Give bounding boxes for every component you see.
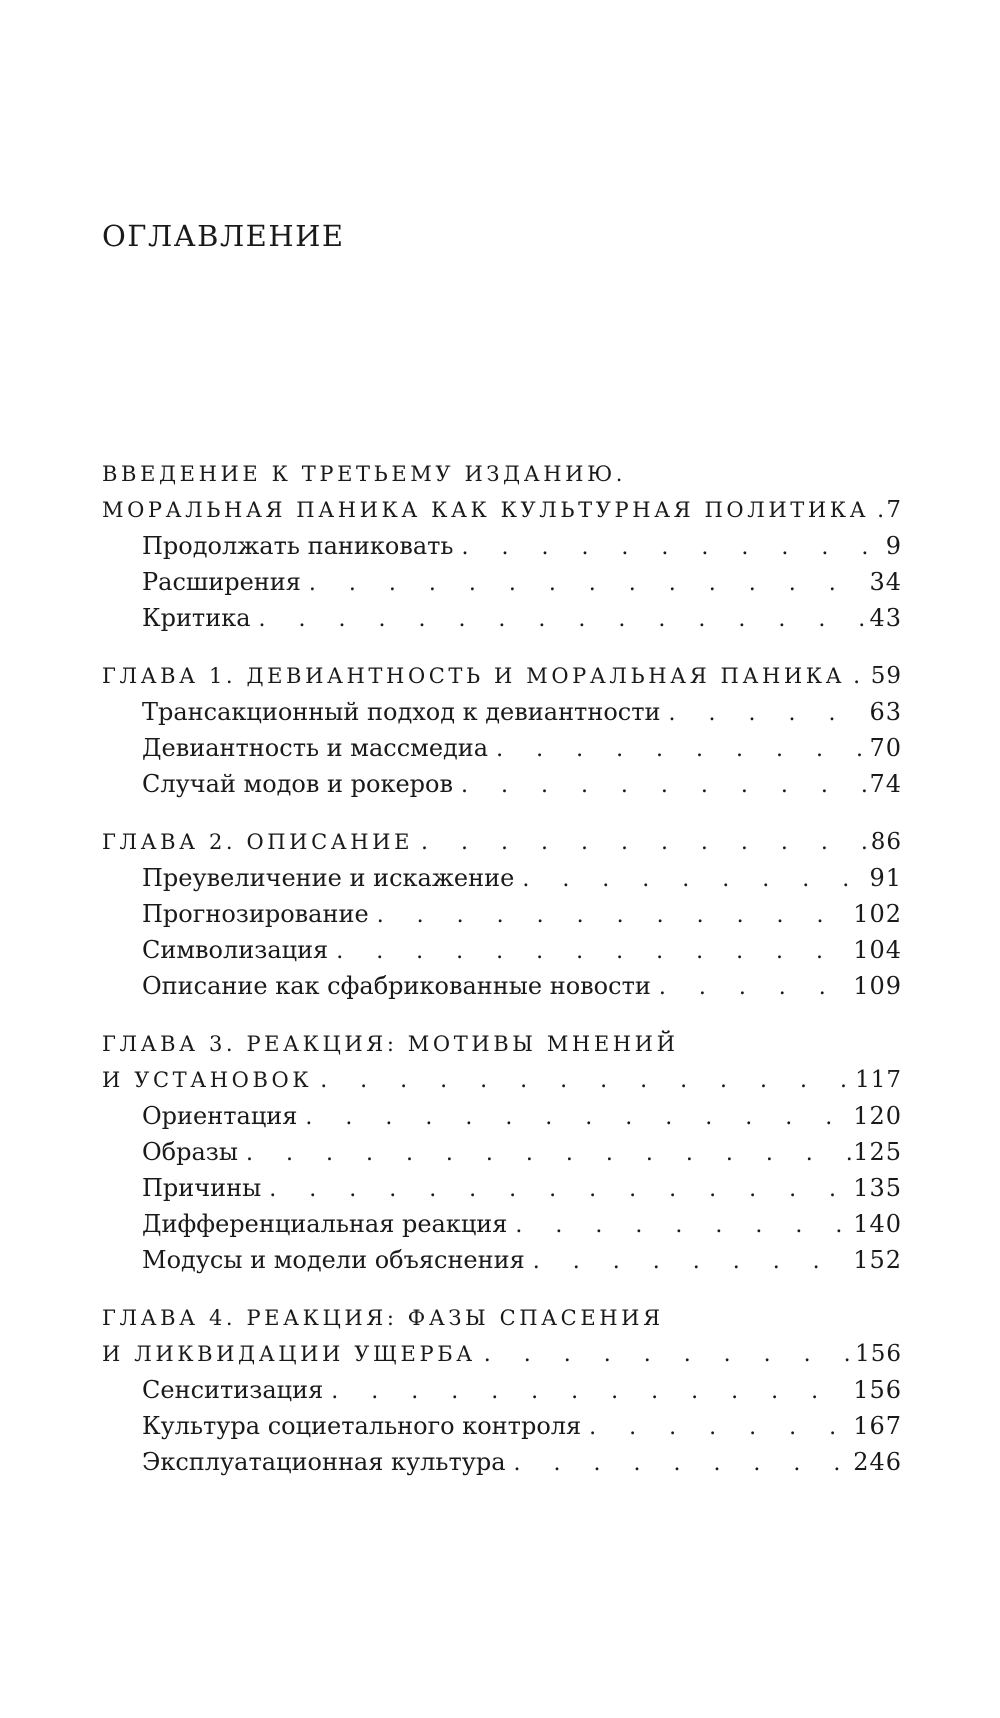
- page-number: 104: [853, 936, 902, 964]
- toc-item[interactable]: [102, 1170, 902, 1206]
- toc-heading-text: ГЛАВА 1. ДЕВИАНТНОСТЬ И МОРАЛЬНАЯ ПАНИКА: [102, 664, 846, 688]
- page-number: 109: [853, 972, 902, 1000]
- page-number: 43: [869, 604, 902, 632]
- page-number: 70: [869, 734, 902, 762]
- toc-item[interactable]: [102, 1098, 902, 1134]
- toc-item[interactable]: [102, 1134, 902, 1170]
- page-number: 135: [853, 1174, 902, 1202]
- toc-section-chapter-1: [102, 658, 902, 802]
- page-number: 102: [853, 900, 902, 928]
- toc-item-text: Трансакционный подход к девиантности: [142, 698, 661, 726]
- page-number: 59: [870, 663, 902, 689]
- leader-dots: [453, 768, 869, 804]
- leader-dots: [301, 566, 870, 602]
- toc-item[interactable]: [102, 766, 902, 802]
- toc-item-text: Образы: [142, 1138, 238, 1166]
- leader-dots: [581, 1410, 853, 1446]
- page-number: 156: [853, 1376, 902, 1404]
- toc-heading-line[interactable]: [102, 492, 902, 528]
- toc-item-text: Девиантность и массмедиа: [142, 734, 489, 762]
- toc-item-text: Эксплуатационная культура: [142, 1448, 506, 1476]
- toc-section-chapter-4: [102, 1300, 902, 1480]
- toc-item-text: Описание как сфабрикованные новости: [142, 972, 651, 1000]
- toc-item-text: Сенситизация: [142, 1376, 324, 1404]
- toc-item[interactable]: [102, 694, 902, 730]
- page-number: 246: [853, 1448, 902, 1476]
- toc-item-text: Причины: [142, 1174, 262, 1202]
- toc-heading-text: ГЛАВА 3. РЕАКЦИЯ: МОТИВЫ МНЕНИЙ: [102, 1032, 679, 1056]
- toc-heading-text: ВВЕДЕНИЕ К ТРЕТЬЕМУ ИЗДАНИЮ.: [102, 462, 626, 486]
- toc-heading-line[interactable]: [102, 1062, 902, 1098]
- toc-heading-text: МОРАЛЬНАЯ ПАНИКА КАК КУЛЬТУРНАЯ ПОЛИТИКА: [102, 498, 870, 522]
- toc-item[interactable]: [102, 860, 902, 896]
- leader-dots: [238, 1136, 853, 1172]
- toc-heading-text: И УСТАНОВОК: [102, 1068, 313, 1092]
- toc-section-chapter-2: [102, 824, 902, 1004]
- page-title: ОГЛАВЛЕНИЕ: [102, 219, 345, 253]
- page-number: 167: [853, 1412, 902, 1440]
- toc-item-text: Модусы и модели объяснения: [142, 1246, 525, 1274]
- page-number: 7: [886, 497, 902, 523]
- leader-dots: [413, 825, 871, 861]
- toc-heading-line[interactable]: [102, 1336, 902, 1372]
- leader-dots: [323, 1374, 853, 1410]
- toc-heading-line[interactable]: [102, 456, 902, 492]
- toc-heading-text: ГЛАВА 4. РЕАКЦИЯ: ФАЗЫ СПАСЕНИЯ: [102, 1306, 664, 1330]
- toc-heading-line[interactable]: [102, 1300, 902, 1336]
- toc-item-text: Прогнозирование: [142, 900, 369, 928]
- toc-item-text: Символизация: [142, 936, 329, 964]
- page-number: 120: [853, 1102, 902, 1130]
- toc-item[interactable]: [102, 1242, 902, 1278]
- toc-item[interactable]: [102, 1444, 902, 1480]
- leader-dots: [369, 898, 854, 934]
- page-number: 91: [869, 864, 902, 892]
- page-number: 117: [855, 1067, 902, 1093]
- toc-heading-text: И ЛИКВИДАЦИИ УЩЕРБА: [102, 1342, 476, 1366]
- leader-dots: [661, 696, 870, 732]
- toc-item-text: Случай модов и рокеров: [142, 770, 453, 798]
- leader-dots: [476, 1337, 855, 1373]
- toc-item-text: Продолжать паниковать: [142, 532, 454, 560]
- leader-dots: [251, 602, 870, 638]
- page-number: 152: [853, 1246, 902, 1274]
- toc-item[interactable]: [102, 968, 902, 1004]
- toc-heading-line[interactable]: [102, 824, 902, 860]
- page-number: 140: [853, 1210, 902, 1238]
- leader-dots: [845, 659, 871, 695]
- leader-dots: [506, 1446, 854, 1482]
- toc-item[interactable]: [102, 932, 902, 968]
- page-number: 156: [855, 1341, 902, 1367]
- toc-heading-line[interactable]: [102, 1026, 902, 1062]
- leader-dots: [312, 1063, 855, 1099]
- leader-dots: [525, 1244, 853, 1280]
- toc-item-text: Ориентация: [142, 1102, 298, 1130]
- leader-dots: [869, 493, 886, 529]
- leader-dots: [651, 970, 853, 1006]
- toc-item-text: Расширения: [142, 568, 301, 596]
- page-number: 9: [885, 532, 902, 560]
- toc-item-text: Культура социетального контроля: [142, 1412, 582, 1440]
- leader-dots: [328, 934, 853, 970]
- toc-item[interactable]: [102, 1206, 902, 1242]
- toc-item[interactable]: [102, 1408, 902, 1444]
- leader-dots: [297, 1100, 853, 1136]
- leader-dots: [488, 732, 869, 768]
- toc-heading-line[interactable]: [102, 658, 902, 694]
- toc-item[interactable]: [102, 896, 902, 932]
- page-number: 125: [853, 1138, 902, 1166]
- toc-item-text: Критика: [142, 604, 251, 632]
- page-number: 63: [869, 698, 902, 726]
- leader-dots: [261, 1172, 853, 1208]
- page-number: 86: [870, 829, 902, 855]
- toc-section-introduction: [102, 456, 902, 636]
- toc-item[interactable]: [102, 1372, 902, 1408]
- toc-item-text: Дифференциальная реакция: [142, 1210, 508, 1238]
- toc-heading-text: ГЛАВА 2. ОПИСАНИЕ: [102, 830, 414, 854]
- toc-section-chapter-3: [102, 1026, 902, 1278]
- toc-item-text: Преувеличение и искажение: [142, 864, 515, 892]
- page-number: 74: [869, 770, 902, 798]
- leader-dots: [453, 530, 885, 566]
- toc-item[interactable]: [102, 730, 902, 766]
- leader-dots: [514, 862, 869, 898]
- toc-item[interactable]: [102, 600, 902, 636]
- table-of-contents: [102, 456, 902, 1502]
- toc-item[interactable]: [102, 528, 902, 564]
- toc-item[interactable]: [102, 564, 902, 600]
- leader-dots: [507, 1208, 853, 1244]
- page-number: 34: [869, 568, 902, 596]
